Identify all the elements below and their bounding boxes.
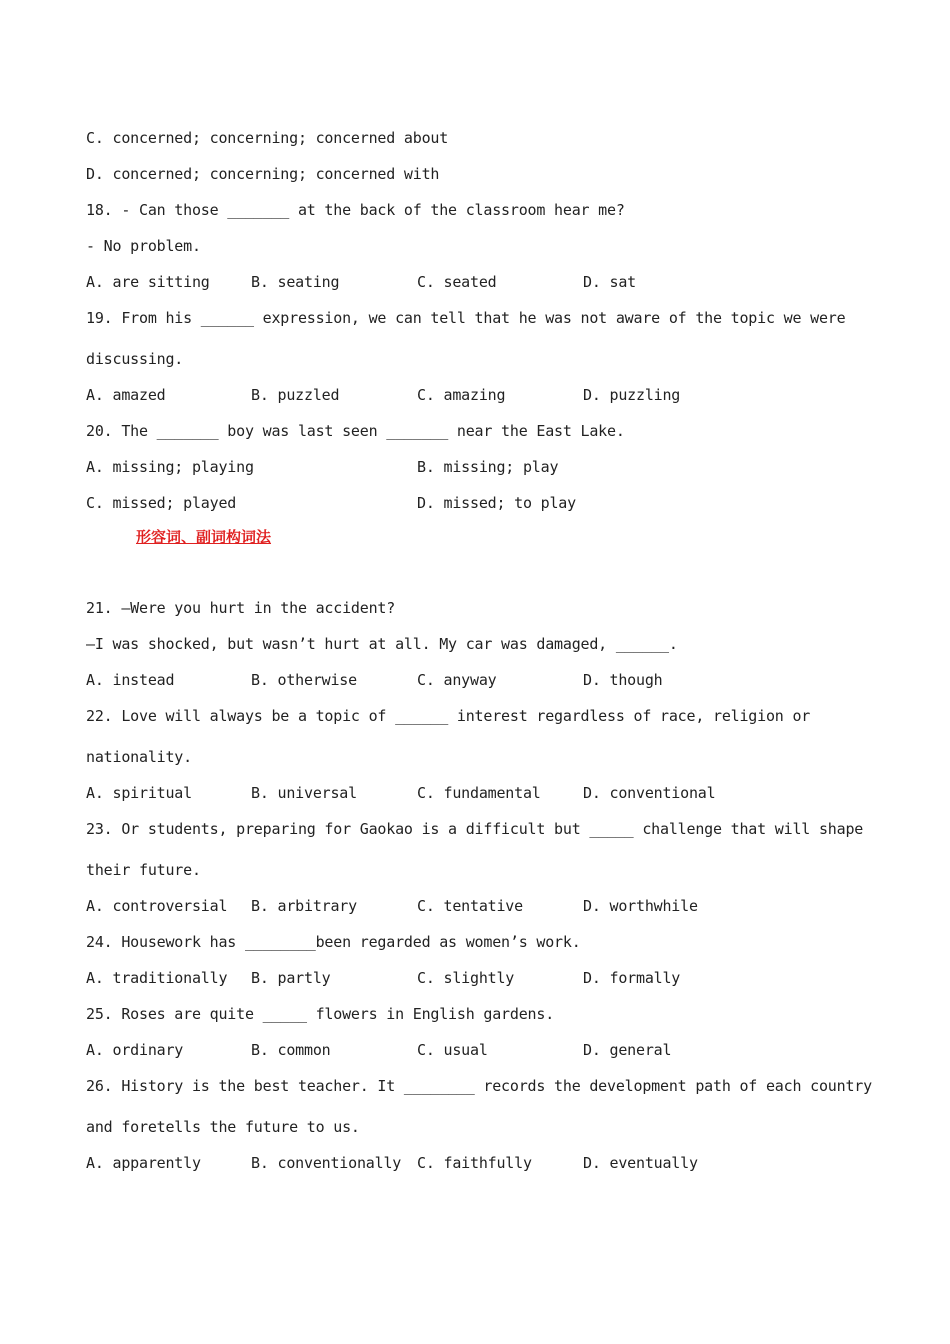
option-a: A. traditionally: [86, 969, 228, 987]
option-c: C. usual: [417, 1041, 488, 1059]
option-d: D. general: [583, 1041, 672, 1059]
option-d: D. though: [583, 671, 663, 689]
question-18-reply: - No problem.: [86, 237, 201, 255]
option-a: A. controversial: [86, 897, 228, 915]
option-d: D. worthwhile: [583, 897, 698, 915]
question-26-cont: and foretells the future to us.: [86, 1118, 360, 1136]
option-b: B. puzzled: [251, 386, 340, 404]
option-b: B. conventionally: [251, 1154, 402, 1172]
question-21: 21. —Were you hurt in the accident?: [86, 599, 396, 617]
option-a: A. are sitting: [86, 273, 210, 291]
option-a: A. missing; playing: [86, 458, 254, 476]
section-heading: 形容词、副词构词法: [136, 528, 272, 546]
question-19-cont: discussing.: [86, 350, 184, 368]
option-a: A. amazed: [86, 386, 166, 404]
question-19: 19. From his ______ expression, we can tell that he was not aware of the topic we were: [86, 309, 846, 327]
option-d: D. formally: [583, 969, 681, 987]
option-c: C. faithfully: [417, 1154, 532, 1172]
option-b: B. common: [251, 1041, 331, 1059]
option-c: C. tentative: [417, 897, 523, 915]
question-23: 23. Or students, preparing for Gaokao is a difficult but _____ challenge that will shape: [86, 820, 864, 838]
question-18: 18. - Can those _______ at the back of the classroom hear me?: [86, 201, 625, 219]
option-b: B. universal: [251, 784, 357, 802]
question-26: 26. History is the best teacher. It ________ records the development path of each country: [86, 1077, 872, 1095]
option-line-c: C. concerned; concerning; concerned about: [86, 129, 449, 147]
option-c: C. amazing: [417, 386, 506, 404]
option-line-d: D. concerned; concerning; concerned with: [86, 165, 440, 183]
option-d: D. missed; to play: [417, 494, 576, 512]
option-b: B. missing; play: [417, 458, 559, 476]
question-22-cont: nationality.: [86, 748, 192, 766]
option-b: B. otherwise: [251, 671, 357, 689]
option-b: B. seating: [251, 273, 340, 291]
option-c: C. missed; played: [86, 494, 237, 512]
option-a: A. ordinary: [86, 1041, 184, 1059]
option-a: A. spiritual: [86, 784, 192, 802]
option-c: C. seated: [417, 273, 497, 291]
question-23-cont: their future.: [86, 861, 201, 879]
option-a: A. apparently: [86, 1154, 201, 1172]
option-b: B. partly: [251, 969, 331, 987]
option-a: A. instead: [86, 671, 175, 689]
option-c: C. slightly: [417, 969, 515, 987]
question-24: 24. Housework has ________been regarded as women’s work.: [86, 933, 581, 951]
option-c: C. fundamental: [417, 784, 541, 802]
option-d: D. eventually: [583, 1154, 698, 1172]
option-d: D. puzzling: [583, 386, 681, 404]
question-20: 20. The _______ boy was last seen _______ near the East Lake.: [86, 422, 625, 440]
option-d: D. sat: [583, 273, 636, 291]
option-c: C. anyway: [417, 671, 497, 689]
option-b: B. arbitrary: [251, 897, 357, 915]
option-d: D. conventional: [583, 784, 716, 802]
question-25: 25. Roses are quite _____ flowers in English gardens.: [86, 1005, 555, 1023]
question-22: 22. Love will always be a topic of ______ interest regardless of race, religion or: [86, 707, 811, 725]
question-21-reply: —I was shocked, but wasn’t hurt at all. My car was damaged, ______.: [86, 635, 678, 653]
